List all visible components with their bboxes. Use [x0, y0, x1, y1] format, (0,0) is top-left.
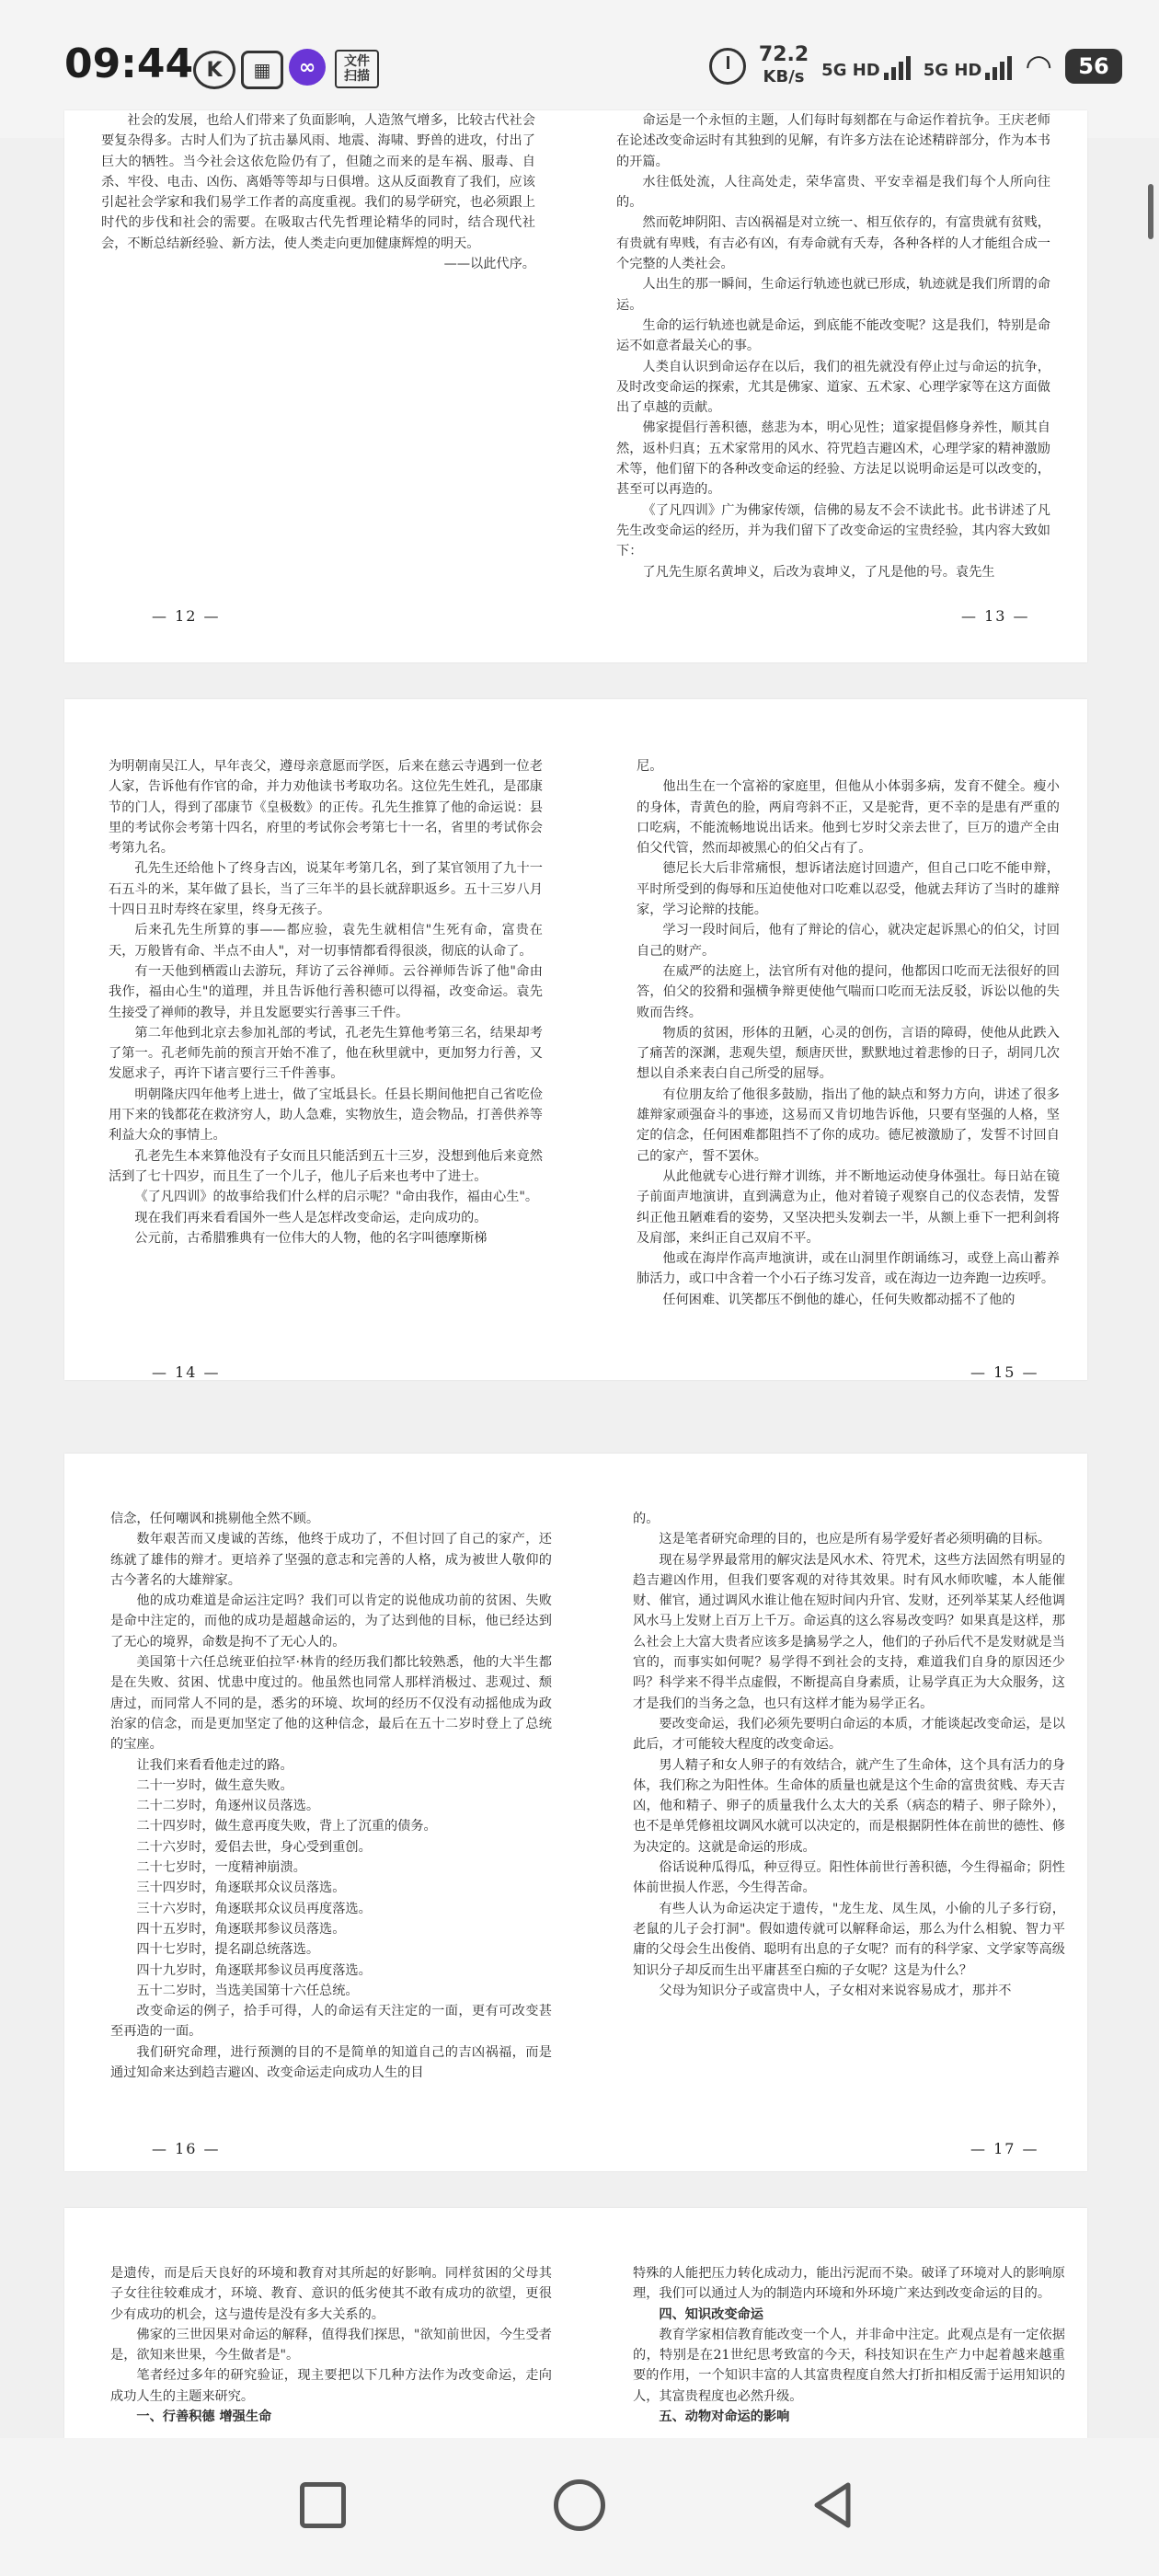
paragraph: 在威严的法庭上，法官所有对他的提问，他都因口吃而无法很好的回答，伯父的狡猾和强横争辩更使他气喘而口吃而无法反驳，诉讼以他的失败而告终。 — [637, 963, 1060, 1020]
page-16-column — [110, 1509, 552, 2171]
scrollbar-thumb[interactable] — [1148, 184, 1153, 239]
paragraph: 的。 — [633, 1512, 660, 1526]
paragraph: 二十四岁时，做生意再度失败，背上了沉重的债务。 — [136, 1819, 437, 1834]
paragraph: 公元前，古希腊雅典有一位伟大的人物，他的名字叫德摩斯梯 — [134, 1230, 488, 1246]
page-spread-3 — [64, 1454, 1087, 2171]
section-heading: 五、动物对命运的影响 — [659, 2409, 790, 2425]
paragraph: 男人精子和女人卵子的有效结合，就产生了生命体，这个具有活力的身体，我们称之为阳性体。生命体的质量也就是这个生命的富贵贫贱、寿天吉凶，他和精子、卵子的质量我什么太大的关系（病态的精子、卵子除外），也不是单凭修祖坟调风水就可以决定的，而是根据阴性体在前世的德性、修为决定的。这就是命运的形成。 — [633, 1757, 1065, 1855]
paragraph: 二十一岁时，做生意失败。 — [136, 1777, 293, 1793]
paragraph: 有些人认为命运决定于遗传，"龙生龙、凤生凤，小偷的儿子多行窃，老鼠的儿子会打洞"。假如遗传就可以解释命运，那么为什么相貌、智力平庸的父母会生出俊俏、聪明有出息的子女呢？而有的科学家、文学家等高级知识分子却反而生出平庸甚至白痴的子女呢？这是为什么？ — [633, 1901, 1065, 1978]
paragraph: 有位朋友给了他很多鼓励，指出了他的缺点和努力方向，讲述了很多雄辩家顽强奋斗的事迹，这易而又肯切地告诉他，只要有坚强的人格，坚定的信念，任何困难都阻挡不了你的成功。德尼被激励了，发誓不讨回自己的家产，誓不罢休。 — [637, 1087, 1060, 1164]
paragraph: 数年艰苦而又虔诚的苦练，他终于成功了，不但讨回了自己的家产，还练就了雄伟的辩才。更培养了坚强的意志和完善的人格，成为被世人敬仰的古今著名的大雄辩家。 — [110, 1532, 552, 1588]
status-right-group — [709, 44, 1122, 88]
page-13-column — [616, 110, 1050, 662]
paragraph: 然而乾坤阴阳、吉凶祸福是对立统一、相互依存的，有富贵就有贫贱，有贵就有卑贱，有吉必有凶，有寿命就有夭寿，各种各样的人才能组合成一个完整的人类社会。 — [616, 215, 1050, 272]
paragraph: 生命的运行轨迹也就是命运，到底能不能改变呢？这是我们，特别是命运不如意者最关心的事。 — [616, 317, 1050, 354]
paragraph: 笔者经过多年的研究验证，现主要把以下几种方法作为改变命运，走向成功人生的主题来研究。 — [110, 2368, 552, 2404]
page-number: — 14 — — [152, 1363, 221, 1381]
k-app-icon: K — [193, 51, 235, 89]
network-speed-value: 72.2 — [758, 43, 809, 66]
paragraph: 他的成功难道是命运注定吗？我们可以肯定的说他成功前的贫困、失败是命中注定的，而他的成功是超越命运的，为了达到他的目标，他已经达到了无心的境界，命数是拘不了无心人的。 — [110, 1593, 552, 1650]
document-scan-icon — [335, 50, 379, 88]
wifi-icon: ◠ — [1025, 48, 1052, 85]
paragraph: 三十四岁时，角逐联邦众议员落选。 — [136, 1880, 346, 1896]
page-18-column — [110, 2263, 552, 2438]
document-scan-icon-line1: 文件 — [344, 54, 370, 69]
circle-icon — [554, 2479, 605, 2531]
paragraph: 有一天他到栖霞山去游玩，拜访了云谷禅师。云谷禅师告诉了他"命由我作，福由心生"的道理，并且告诉他行善积德可以得福，改变命运。袁先生接受了禅师的教导，并且发愿要实行善事三千件。 — [109, 963, 543, 1020]
home-button[interactable] — [547, 2473, 612, 2537]
clock: 09:44 — [64, 40, 194, 87]
paragraph: 让我们来看看他走过的路。 — [136, 1757, 293, 1773]
paragraph: 教育学家相信教育能改变一个人，并非命中注定。此观点是有一定依据的，特别是在21世纪思考致富的今天，科技知识在生产力中起着越来越重要的作用，一个知识丰富的人其富贵程度自然大打折扣相反需于运用知识的人，其富贵程度也必然升级。 — [633, 2327, 1065, 2404]
paragraph: 《了凡四训》广为佛家传颂，信佛的易友不会不读此书。此书讲述了凡先生改变命运的经历，并为我们留下了改变命运的宝贵经验，其内容大致如下： — [616, 502, 1050, 559]
paragraph: 物质的贫困，形体的丑陋，心灵的创伤，言语的障碍，使他从此跌入了痛苦的深渊，悲观失望，颓唐厌世，默默地过着悲惨的日子，胡同几次想以自杀来表白自己所受的屈辱。 — [637, 1025, 1060, 1082]
page-number: — 15 — — [970, 1363, 1039, 1381]
paragraph: 明朝隆庆四年他考上进士，做了宝坻县长。任县长期间他把自己省吃俭用下来的钱都花在救济穷人，助人急难，实物放生，造会物品，打善供养等利益大众的事情上。 — [109, 1087, 543, 1144]
section-heading: 四、知识改变命运 — [659, 2306, 763, 2322]
paragraph: 任何困难、讥笑都压不倒他的雄心，任何失败都动摇不了他的 — [662, 1292, 1016, 1307]
navigation-bar — [0, 2438, 1159, 2576]
page-spread-2 — [64, 699, 1087, 1380]
paragraph: 现在我们再来看看国外一些人是怎样改变命运，走向成功的。 — [134, 1210, 488, 1225]
paragraph: 三十六岁时，角逐联邦众议员再度落选。 — [136, 1901, 372, 1916]
paragraph: 现在易学界最常用的解灾法是风水术、符咒术，这些方法固然有明显的趋吉避凶作用，但我们要客观的对待其效果。时有风水师吹嘘，本人能催财、催官，通过调风水谁让他在短时间内升官、发财，还列举某某人经他调风水马上发财上百万上千万。命运真的这么容易改变吗？如果真是这样，那么社会上大富大贵者应该多是擒易学之人，他们的子孙后代不是发财就是当官的，而事实如何呢？易学得不到社会的支持，难道我们自身的原因还少吗？科学来不得半点虚假，不断提高自身素质，让易学真正为大众服务，这才是我们的当务之急，也只有这样才能为易学正名。 — [633, 1552, 1065, 1711]
paragraph: 第二年他到北京去参加礼部的考试，孔老先生算他考第三名，结果却考了第一。孔老师先前的预言开始不准了，他在秋里就中，更加努力行善，又发愿求子，再许下诸言要行三千件善事。 — [109, 1025, 543, 1082]
paragraph: 人出生的那一瞬间，生命运行轨迹也就已形成，轨迹就是我们所谓的命运。 — [616, 277, 1050, 313]
scanner-app-icon: ▦ — [241, 51, 283, 89]
page-number: — 17 — — [970, 2140, 1039, 2157]
paragraph: 要改变命运，我们必须先要明白命运的本质，才能谈起改变命运，是以此后，才可能较大程度的改变命运。 — [633, 1716, 1065, 1753]
signal-bars-icon — [985, 52, 1012, 80]
paragraph: 为明朝南吴江人，早年丧父，遵母亲意愿而学医，后来在慈云寺遇到一位老人家，告诉他有作官的命，并力劝他读书考取功名。这位先生姓孔，是邵康节的门人，得到了邵康节《皇极数》的正传。孔先生推算了他的命运说：县里的考试你会考第十四名，府里的考试你会考第七十一名，省里的考试你会考第九名。 — [109, 759, 543, 857]
paragraph: ——以此代序。 — [443, 257, 535, 272]
signal-sim1-label: 5G HD — [821, 61, 880, 80]
paragraph: 改变命运的例子，拾手可得，人的命运有天注定的一面，更有可改变甚至再造的一面。 — [110, 2004, 552, 2040]
page-spread-1 — [64, 110, 1087, 662]
paragraph: 父母为知识分子或富贵中人，子女相对来说容易成才，那并不 — [659, 1983, 1012, 1998]
paragraph: 学习一段时间后，他有了辩论的信心，就决定起诉黑心的伯父，讨回自己的财产。 — [637, 923, 1060, 959]
back-triangle-icon — [809, 2479, 855, 2531]
paragraph: 社会的发展，也给人们带来了负面影响，人造煞气增多，比较古代社会要复杂得多。古时人们为了抗击暴风雨、地震、海啸、野兽的进攻，付出了巨大的牺牲。当今社会这依危险仍有了，但随之而来的是车祸、服毒、自杀、牢役、电击、凶伤、离婚等等却与日俱增。这从反面教育了我们，应该引起社会学家和我们易学工作者的高度重视。我们的易学研究，也必须跟上时代的步伐和社会的需要。在吸取古代先哲理论精华的同时，结合现代社会，不断总结新经验、新方法，使人类走向更加健康辉煌的明天。 — [101, 113, 535, 251]
page-spread-4 — [64, 2208, 1087, 2438]
paragraph: 他出生在一个富裕的家庭里，但他从小体弱多病，发育不健全。瘦小的身体，青黄色的脸，两肩弯斜不正，又是驼背，更不幸的是患有严重的口吃病，不能流畅地说出话来。他到七岁时父亲去世了，巨万的遗产全由伯父代管，然而却被黑心的伯父占有了。 — [637, 779, 1060, 857]
signal-bars-icon — [884, 52, 911, 80]
paragraph: 四十九岁时，角逐联邦参议员再度落选。 — [136, 1962, 372, 1978]
page-14-column — [109, 756, 543, 1380]
signal-sim2 — [924, 52, 1013, 80]
back-button[interactable] — [800, 2473, 865, 2537]
paragraph: 了凡先生原名黄坤义，后改为袁坤义，了凡是他的号。袁先生 — [642, 564, 995, 580]
page-number: — 13 — — [961, 607, 1030, 625]
paragraph: 命运是一个永恒的主题，人们每时每刻都在与命运作着抗争。王庆老师在论述改变命运时有其独到的见解，有许多方法在论述精辟部分，作为本书的开篇。 — [616, 113, 1050, 169]
recent-apps-button[interactable] — [291, 2473, 355, 2537]
paragraph: 特殊的人能把压力转化成动力，能出污泥而不染。破译了环境对人的影响原理，我们可以通过人为的制造内环境和外环境广来达到改变命运的目的。 — [633, 2266, 1065, 2302]
page-number: — 12 — — [152, 607, 221, 625]
page-15-column — [637, 756, 1060, 1380]
signal-sim2-label: 5G HD — [923, 61, 982, 80]
paragraph: 佛家的三世因果对命运的解释，值得我们探思，"欲知前世因，今生受者是，欲知来世果，今生做者是"。 — [110, 2327, 552, 2363]
paragraph: 他或在海岸作高声地演讲，或在山洞里作朗诵练习，或登上高山蓄养肺活力，或口中含着一个小石子练习发音，或在海边一边奔跑一边疾呼。 — [637, 1251, 1060, 1287]
paragraph: 二十六岁时，爱侣去世，身心受到重创。 — [136, 1839, 372, 1855]
paragraph: 尼。 — [637, 759, 663, 774]
paragraph: 人类自认识到命运存在以后，我们的祖先就没有停止过与命运的抗争，及时改变命运的探索，尤其是佛家、道家、五术家、心理学家等在这方面做出了卓越的贡献。 — [616, 359, 1050, 416]
paragraph: 《了凡四训》的故事给我们什么样的启示呢？"命由我作，福由心生"。 — [134, 1190, 539, 1205]
page-17-column — [633, 1509, 1065, 2171]
page-12-column — [101, 110, 535, 662]
paragraph: 信念，任何嘲讽和挑剔他全然不顾。 — [110, 1512, 320, 1526]
page-12-text — [101, 110, 535, 274]
loop-app-icon: ∞ — [289, 49, 326, 86]
signal-sim1 — [821, 52, 911, 80]
paragraph: 水往低处流，人往高处走，荣华富贵、平安幸福是我们每个人所向往的。 — [616, 174, 1050, 211]
network-speed — [759, 44, 809, 88]
paragraph: 德尼长大后非常痛恨，想诉诸法庭讨回遗产，但自己口吃不能申辩，平时所受到的侮辱和压迫使他对口吃难以忍受，他就去拜访了当时的雄辩家，学习论辩的技能。 — [637, 861, 1060, 918]
alarm-icon — [709, 48, 746, 85]
paragraph: 二十二岁时，角逐州议员落选。 — [136, 1799, 320, 1814]
network-speed-unit: KB/s — [763, 67, 805, 86]
paragraph: 这是笔者研究命理的目的，也应是所有易学爱好者必须明确的目标。 — [659, 1532, 1051, 1547]
paragraph: 二十七岁时，一度精神崩溃。 — [136, 1860, 306, 1876]
square-icon — [300, 2482, 346, 2528]
paragraph: 是遗传，而是后天良好的环境和教育对其所起的好影响。同样贫困的父母其子女往往较难成才，环境、教育、意识的低劣使其不敢有成功的欲望，更很少有成功的机会，这与遗传是没有多大关系的。 — [110, 2266, 552, 2322]
paragraph: 四十七岁时，提名副总统落选。 — [136, 1942, 320, 1958]
paragraph: 四十五岁时，角逐联邦参议员落选。 — [136, 1921, 346, 1937]
paragraph: 佛家提倡行善积德，慈悲为本，明心见性；道家提倡修身养性，顺其自然，返朴归真；五术家常用的风水、符咒趋吉避凶术，心理学家的精神激励术等，他们留下的各种改变命运的经验、方法足以说明命运是可以改变的，甚至可以再造的。 — [616, 420, 1050, 498]
document-scan-icon-line2: 扫描 — [344, 69, 370, 84]
paragraph: 孔先生还给他卜了终身吉凶，说某年考第几名，到了某官领用了九十一石五斗的米，某年做了县长，当了三年半的县长就辞职返乡。五十三岁八月十四日丑时寿终在家里，终身无孩子。 — [109, 861, 543, 918]
page-number: — 16 — — [152, 2140, 221, 2157]
paragraph: 孔老先生本来算他没有子女而且只能活到五十三岁，没想到他后来竟然活到了七十四岁，而且生了一个儿子，他儿子后来也考中了进士。 — [109, 1148, 543, 1184]
paragraph: 我们研究命理，进行预测的目的不是简单的知道自己的吉凶祸福，而是通过知命来达到趋吉避凶、改变命运走向成功人生的目 — [110, 2044, 552, 2081]
paragraph: 五十二岁时，当选美国第十六任总统。 — [136, 1983, 359, 1998]
paragraph: 从此他就专心进行辩才训练，并不断地运动使身体强壮。每日站在镜子前面声地演讲，直到满意为止，他对着镜子观察自己的仪态表情，发誓纠正他丑陋难看的姿势，又坚决把头发剃去一半，从额上垂下一把利剑将及肩部，来纠正自己双肩不平。 — [637, 1168, 1060, 1246]
section-heading: 一、行善积德 增强生命 — [136, 2409, 272, 2425]
page-19-column — [633, 2263, 1065, 2438]
paragraph: 后来孔先生所算的事——都应验，袁先生就相信"生死有命，富贵在天，万般皆有命、半点不由人"，对一切事情都看得很淡，彻底的认命了。 — [109, 923, 543, 959]
page-13-text — [616, 110, 1050, 582]
paragraph: 俗话说种瓜得瓜，种豆得豆。阳性体前世行善积德，今生得福命；阴性体前世损人作恶，今生得苦命。 — [633, 1860, 1065, 1896]
battery-indicator: 56 — [1065, 49, 1122, 84]
paragraph: 美国第十六任总统亚伯拉罕·林肯的经历我们都比较熟悉，他的大半生都是在失败、贫困、忧患中度过的。他虽然也同常人那样消极过、悲观过、颓唐过，而同常人不同的是，悉劣的环境、坎坷的经历不仅没有动摇他成为政治家的信念，而是更加坚定了他的这种信念，最后在五十二岁时登上了总统的宝座。 — [110, 1655, 552, 1753]
